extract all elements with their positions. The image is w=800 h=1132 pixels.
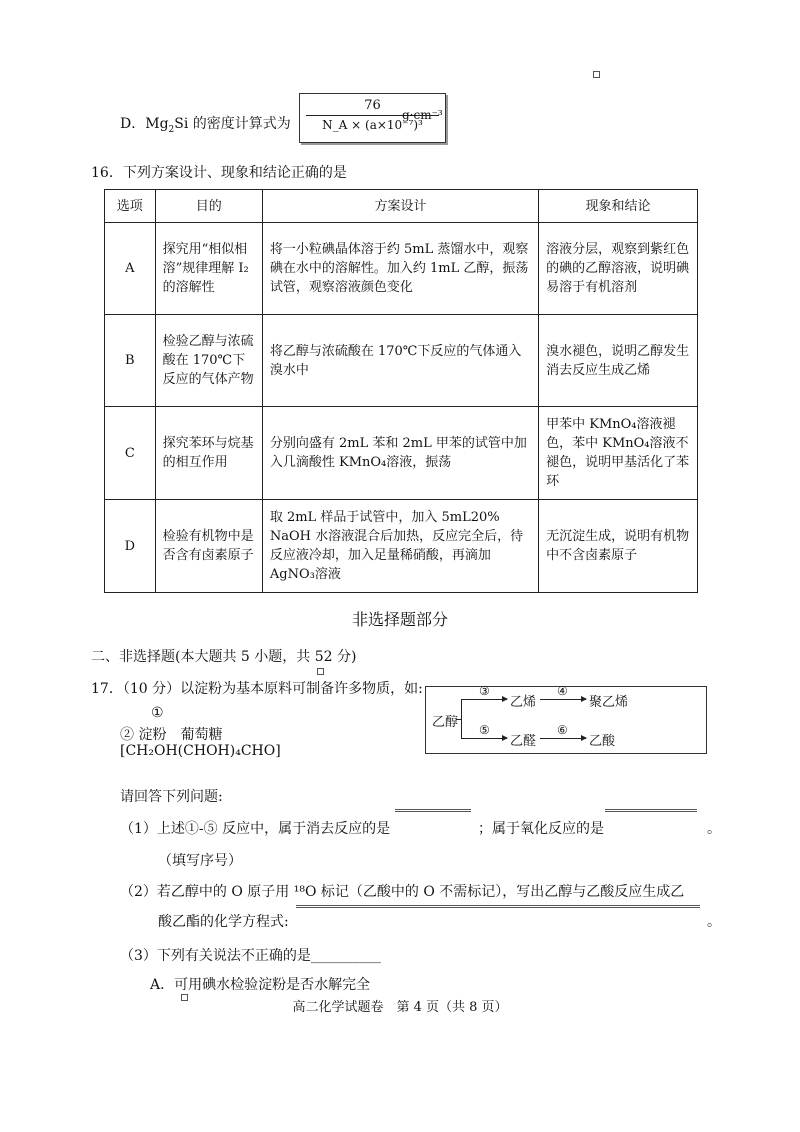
- density-formula: 76 N_A × (a×10⁻⁷)³ g·cm⁻³: [299, 93, 446, 143]
- header-result: 现象和结论: [539, 190, 698, 223]
- part-1-note: （填写序号）: [158, 853, 242, 869]
- row-goal: 检验有机物中是否含有卤素原子: [155, 500, 262, 593]
- part-1-text-b: ；属于氧化反应的是: [478, 821, 604, 837]
- step-6-marker: ⑥: [557, 723, 568, 737]
- answer-blank-equation[interactable]: [296, 905, 700, 908]
- arrow-6: [540, 738, 586, 739]
- header-goal: 目的: [155, 190, 262, 223]
- glucose-formula: [CH₂OH(CHOH)₄CHO]: [120, 743, 281, 759]
- table-row: [105, 223, 698, 315]
- part-2-text-a: （2）若乙醇中的 O 原子用 ¹⁸O 标记（乙酸中的 O 不需标记），写出乙醇与乙酸反应生成乙: [120, 884, 685, 900]
- row-design: 分别向盛有 2mL 苯和 2mL 甲苯的试管中加入几滴酸性 KMnO₄溶液，振荡: [262, 407, 538, 500]
- part-1-end: 。: [707, 821, 721, 837]
- arrow-3: [461, 699, 507, 700]
- row-option: C: [105, 407, 156, 500]
- table-row: [105, 407, 698, 500]
- reaction-flow-diagram: [425, 686, 707, 754]
- acetaldehyde-label: 乙醛: [510, 734, 537, 749]
- ethylene-label: 乙烯: [510, 695, 537, 710]
- step-3-marker: ③: [479, 684, 490, 698]
- part-2-text-b: 酸乙酯的化学方程式:: [158, 914, 289, 930]
- table-header-row: [105, 190, 698, 223]
- header-option: 选项: [105, 190, 156, 223]
- row-design: 取 2mL 样品于试管中，加入 5mL20% NaOH 水溶液混合后加热，反应完全后，待反应液冷却，加入足量稀硝酸，再滴加 AgNO₃溶液: [262, 500, 538, 593]
- row-option: A: [105, 223, 156, 315]
- row-goal: 探究用“相似相溶”规律理解 I₂的溶解性: [155, 223, 262, 315]
- q16-title: 16．下列方案设计、现象和结论正确的是: [91, 165, 347, 181]
- scan-artifact: [593, 71, 600, 78]
- q17-intro: 17．（10 分）以淀粉为基本原料可制备许多物质，如:: [91, 681, 423, 697]
- row-result: 无沉淀生成，说明有机物中不含卤素原子: [539, 500, 698, 593]
- starch-to-glucose: ② 淀粉 葡萄糖: [120, 727, 223, 743]
- branch-stem: [456, 719, 462, 720]
- part-2-end: 。: [707, 914, 721, 930]
- part-two-heading: 二、非选择题(本大题共 5 小题，共 52 分): [91, 649, 357, 665]
- part-1-text-a: （1）上述①-⑤ 反应中，属于消去反应的是: [120, 821, 391, 837]
- q15-option-d: D．$Mg_2Si$ 的密度计算式为: [120, 116, 291, 135]
- row-result: 甲苯中 KMnO₄溶液褪色，苯中 KMnO₄溶液不褪色，说明甲基活化了苯环: [539, 407, 698, 500]
- acetic-acid-label: 乙酸: [589, 734, 616, 749]
- row-result: 溶液分层，观察到紫红色的碘的乙醇溶液，说明碘易溶于有机溶剂: [539, 223, 698, 315]
- part-3-option-a: A．可用碘水检验淀粉是否水解完全: [150, 977, 371, 993]
- row-design: 将一小粒碘晶体溶于约 5mL 蒸馏水中，观察碘在水中的溶解性。加入约 1mL 乙醇，振荡试管，观察溶液颜色变化: [262, 223, 538, 315]
- answer-prompt: 请回答下列问题:: [120, 789, 223, 805]
- answer-blank-elimination[interactable]: [395, 809, 471, 812]
- row-result: 溴水褪色，说明乙醇发生消去反应生成乙烯: [539, 315, 698, 407]
- row-design: 将乙醇与浓硫酸在 170℃下反应的气体通入溴水中: [262, 315, 538, 407]
- step-4-marker: ④: [557, 684, 568, 698]
- section-title: 非选择题部分: [351, 610, 448, 629]
- step-1-marker: ①: [151, 705, 164, 721]
- table-row: [105, 315, 698, 407]
- table-row: [105, 500, 698, 593]
- polyethylene-label: 聚乙烯: [589, 695, 629, 710]
- q16-table: [104, 189, 698, 593]
- scan-artifact: [317, 668, 324, 675]
- unit: g·cm⁻³: [402, 108, 443, 122]
- page-footer: 高二化学试题卷 第 4 页（共 8 页）: [292, 1000, 508, 1015]
- arrow-4: [540, 699, 586, 700]
- row-option: B: [105, 315, 156, 407]
- arrow-5: [461, 738, 507, 739]
- header-design: 方案设计: [262, 190, 538, 223]
- ethanol-label: 乙醇: [432, 715, 459, 730]
- row-goal: 探究苯环与烷基的相互作用: [155, 407, 262, 500]
- step-5-marker: ⑤: [479, 723, 490, 737]
- answer-blank-oxidation[interactable]: [605, 809, 697, 812]
- row-goal: 检验乙醇与浓硫酸在 170℃下反应的气体产物: [155, 315, 262, 407]
- part-3-text: （3）下列有关说法不正确的是__________: [120, 948, 381, 964]
- row-option: D: [105, 500, 156, 593]
